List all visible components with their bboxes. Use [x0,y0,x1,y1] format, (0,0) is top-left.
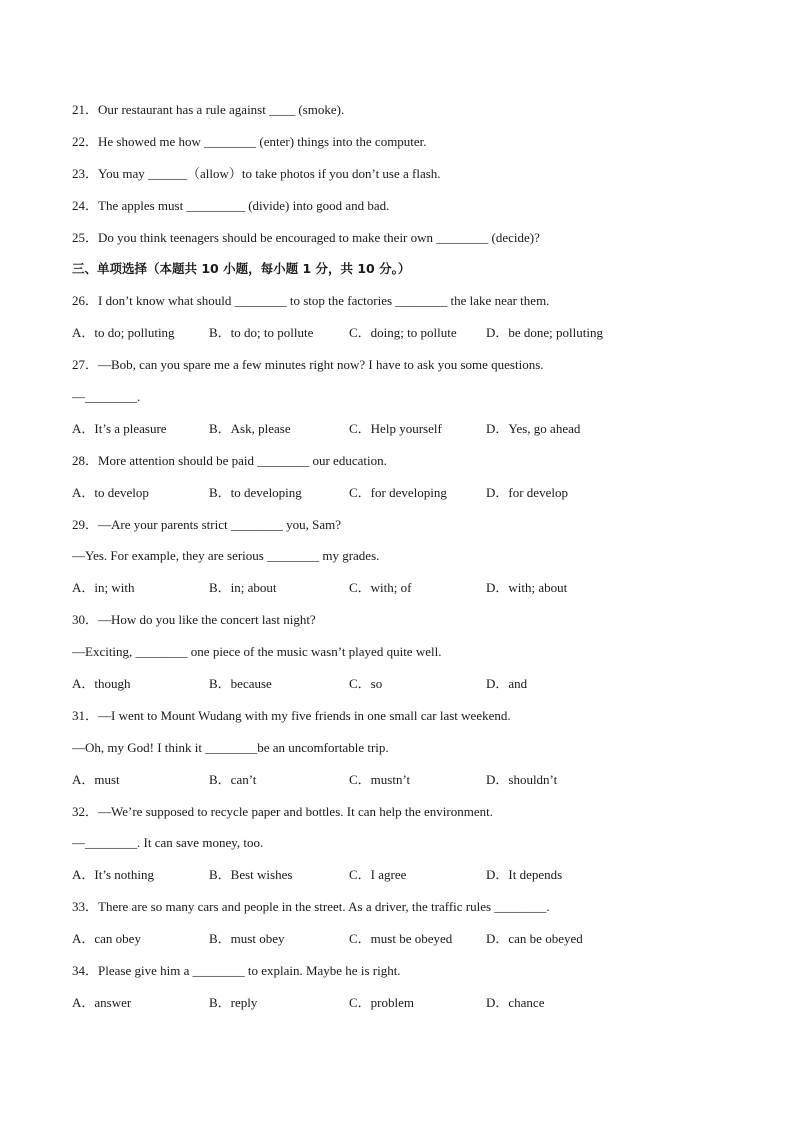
document-page [72,100,732,1025]
question-27-options [72,419,732,451]
option-d: D．with; about [486,580,568,596]
option-c: C．must be obeyed [349,931,453,947]
option-d: D．be done; polluting [486,325,603,341]
question-24: 24．The apples must _________ (divide) into good and bad. [72,197,390,213]
option-c: C．doing; to pollute [349,325,457,341]
question-21: 21．Our restaurant has a rule against ____ (smoke). [72,102,345,117]
option-c: C．for developing [349,484,447,500]
option-d: D．It depends [486,867,563,883]
option-b: B．can’t [209,771,257,787]
question-31-stem: 31．—I went to Mount Wudang with my five friends in one small car last weekend. [72,707,511,723]
option-b: B．to do; to pollute [209,325,314,341]
question-32-reply: —________. It can save money, too. [72,835,264,851]
question-27-reply: —________. [72,389,141,405]
option-a: A．to do; polluting [72,325,175,341]
question-26-options [72,323,732,355]
option-b: B．reply [209,994,258,1010]
option-a: A．though [72,676,131,692]
option-a: A．It’s a pleasure [72,420,167,436]
question-28-stem: 28．More attention should be paid ________ our education. [72,452,387,468]
question-31-reply: —Oh, my God! I think it ________be an uncomfortable trip. [72,739,389,755]
option-b: B．because [209,676,272,692]
question-23: 23．You may ______（allow）to take photos if you don’t use a flash. [72,165,441,181]
question-33-options [72,929,732,961]
option-d: D．chance [486,994,545,1010]
option-a: A．It’s nothing [72,867,154,883]
question-22: 22．He showed me how ________ (enter) things into the computer. [72,133,427,149]
option-d: D．can be obeyed [486,931,583,947]
question-31-options [72,770,732,802]
question-30-reply: —Exciting, ________ one piece of the music wasn’t played quite well. [72,644,442,660]
question-30-options [72,674,732,706]
option-c: C．Help yourself [349,420,442,436]
option-b: B．Ask, please [209,420,291,436]
option-d: D．shouldn’t [486,771,558,787]
option-d: D．for develop [486,484,568,500]
question-32-options [72,865,732,897]
question-30-stem: 30．—How do you like the concert last night? [72,612,316,628]
question-32-stem: 32．—We’re supposed to recycle paper and bottles. It can help the environment. [72,803,493,819]
option-c: C．problem [349,994,414,1010]
question-29-stem: 29．—Are your parents strict ________ you, Sam? [72,516,341,532]
option-a: A．in; with [72,580,135,596]
question-26-stem: 26．I don’t know what should ________ to stop the factories ________ the lake near them. [72,293,550,309]
question-34-stem: 34．Please give him a ________ to explain. Maybe he is right. [72,963,401,979]
option-c: C．I agree [349,867,407,883]
section-title: 三、单项选择（本题共 10 小题，每小题 1 分，共 10 分。） [72,261,411,277]
option-a: A．to develop [72,484,149,500]
question-29-options [72,578,732,610]
question-27-stem: 27．—Bob, can you spare me a few minutes right now? I have to ask you some questions. [72,357,544,373]
option-d: D．Yes, go ahead [486,420,581,436]
option-b: B．Best wishes [209,867,293,883]
option-a: A．can obey [72,931,141,947]
option-b: B．in; about [209,580,277,596]
option-b: B．must obey [209,931,285,947]
question-29-reply: —Yes. For example, they are serious ________ my grades. [72,548,380,564]
option-c: C．with; of [349,580,412,596]
question-28-options [72,483,732,515]
question-34-options [72,993,732,1025]
option-b: B．to developing [209,484,302,500]
option-c: C．so [349,676,383,692]
option-a: A．must [72,771,120,787]
question-33-stem: 33．There are so many cars and people in the street. As a driver, the traffic rules ________. [72,899,550,915]
question-25: 25．Do you think teenagers should be encouraged to make their own ________ (decide)? [72,229,540,245]
option-a: A．answer [72,994,132,1010]
option-d: D．and [486,676,528,692]
option-c: C．mustn’t [349,771,411,787]
